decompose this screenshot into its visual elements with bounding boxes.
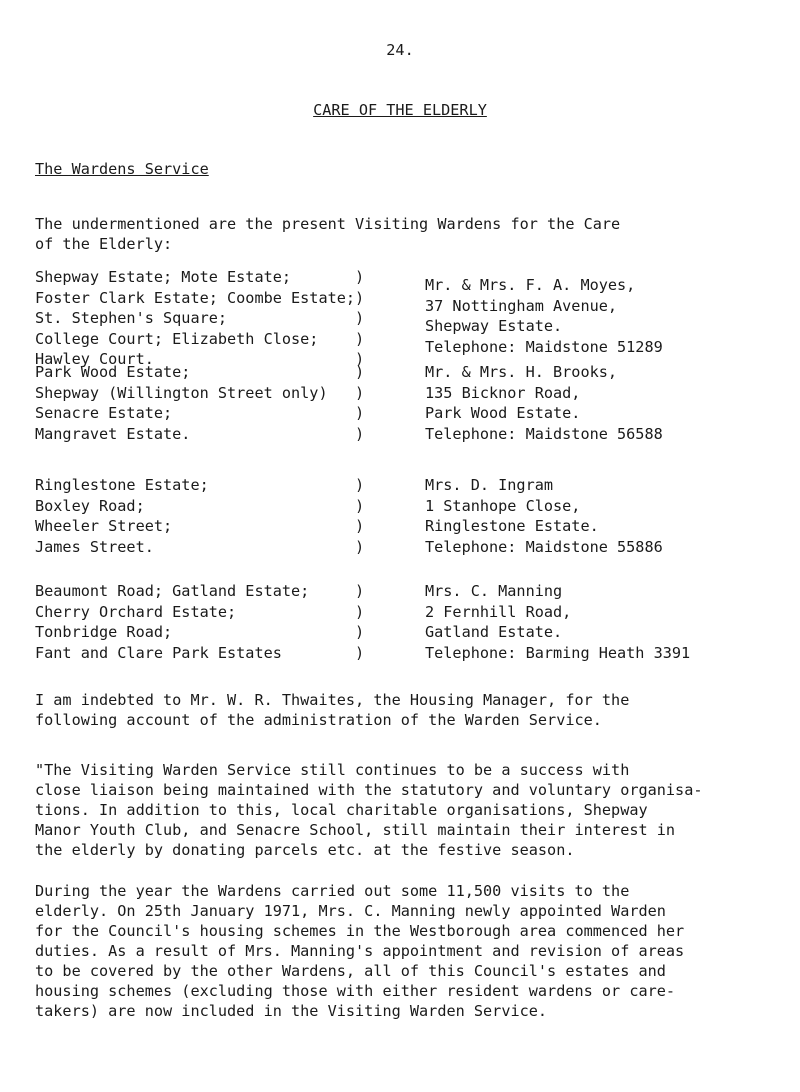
warden-telephone: Telephone: Maidstone 55886	[425, 537, 663, 556]
area-line: James Street.	[35, 537, 154, 556]
bracket-mark: )	[355, 496, 365, 515]
warden-telephone: Telephone: Maidstone 51289	[425, 337, 663, 356]
warden-group-ingram	[35, 475, 780, 565]
bracket-mark: )	[355, 329, 365, 348]
warden-group-moyes	[35, 267, 780, 368]
area-line: Hawley Court.	[35, 350, 154, 368]
warden-estate: Ringlestone Estate.	[425, 517, 599, 535]
bracket-mark: )	[355, 268, 365, 286]
warden-estate: Gatland Estate.	[425, 623, 563, 641]
area-line: St. Stephen's Square;	[35, 309, 228, 327]
page-title: CARE OF THE ELDERLY	[313, 101, 487, 119]
bracket-column	[355, 581, 375, 663]
warden-contact	[425, 581, 690, 663]
bracket-mark: )	[355, 582, 365, 600]
warden-telephone: Telephone: Maidstone 56588	[425, 424, 663, 443]
bracket-mark: )	[355, 424, 365, 443]
duties-paragraph: During the year the Wardens carried out some 11,500 visits to the elderly. On 25th January 1971, Mrs. C. Manning newly appointed Warden for the Council's housing schemes in the Westborough area commenced her duties. As a result of Mrs. Manning's appointment and revision of areas to be covered by the other Wardens, all of this Council's estates and housing schemes (excluding those with either resident wardens or care- takers) are now included in the Visiting Warden Service.	[35, 882, 685, 1020]
bracket-mark: )	[355, 623, 365, 641]
area-line: Boxley Road;	[35, 496, 145, 515]
bracket-mark: )	[355, 602, 365, 621]
bracket-mark: )	[355, 350, 365, 368]
warden-contact	[425, 475, 663, 557]
warden-address: 1 Stanhope Close,	[425, 496, 581, 515]
area-list	[35, 362, 355, 444]
warden-name: Mrs. C. Manning	[425, 582, 563, 600]
area-line: Fant and Clare Park Estates	[35, 643, 282, 662]
bracket-mark: )	[355, 517, 365, 535]
area-line: Cherry Orchard Estate;	[35, 602, 237, 621]
warden-telephone: Telephone: Barming Heath 3391	[425, 643, 691, 662]
warden-address: 135 Bicknor Road,	[425, 383, 581, 402]
area-list	[35, 581, 355, 663]
area-line: Mangravet Estate.	[35, 424, 191, 443]
warden-name: Mrs. D. Ingram	[425, 476, 554, 494]
bracket-mark: )	[355, 404, 365, 422]
bracket-mark: )	[355, 643, 365, 662]
bracket-mark: )	[355, 476, 365, 494]
intro-paragraph: The undermentioned are the present Visiting Wardens for the Care of the Elderly:	[35, 215, 621, 253]
bracket-mark: )	[355, 537, 365, 556]
warden-group-brooks	[35, 362, 780, 452]
acknowledgement-paragraph: I am indebted to Mr. W. R. Thwaites, the Housing Manager, for the following account of the administration of the Warden Service.	[35, 691, 630, 729]
warden-estate: Shepway Estate.	[425, 317, 563, 335]
bracket-column	[355, 475, 375, 557]
warden-address: 2 Fernhill Road,	[425, 602, 572, 621]
bracket-mark: )	[355, 383, 365, 402]
warden-group-manning	[35, 581, 780, 671]
warden-address: 37 Nottingham Avenue,	[425, 296, 618, 315]
bracket-mark: )	[355, 363, 365, 381]
area-line: Tonbridge Road;	[35, 623, 173, 641]
area-list	[35, 475, 355, 557]
area-line: Wheeler Street;	[35, 517, 173, 535]
area-line: Beaumont Road; Gatland Estate;	[35, 582, 310, 600]
warden-name: Mr. & Mrs. H. Brooks,	[425, 363, 618, 381]
page-number: 24.	[386, 41, 414, 59]
area-line: Ringlestone Estate;	[35, 476, 209, 494]
warden-contact	[425, 275, 663, 357]
area-line: Park Wood Estate;	[35, 363, 191, 381]
area-line: Senacre Estate;	[35, 404, 173, 422]
area-line: Foster Clark Estate; Coombe Estate;	[35, 288, 356, 307]
bracket-column	[355, 267, 375, 370]
bracket-mark: )	[355, 309, 365, 327]
warden-name: Mr. & Mrs. F. A. Moyes,	[425, 276, 636, 294]
bracket-mark: )	[355, 288, 365, 307]
section-heading: The Wardens Service	[35, 160, 209, 178]
warden-contact	[425, 362, 663, 444]
warden-estate: Park Wood Estate.	[425, 404, 581, 422]
area-line: College Court; Elizabeth Close;	[35, 329, 319, 348]
bracket-column	[355, 362, 375, 444]
area-line: Shepway (Willington Street only)	[35, 383, 328, 402]
area-line: Shepway Estate; Mote Estate;	[35, 268, 292, 286]
area-list	[35, 267, 355, 370]
quoted-paragraph: "The Visiting Warden Service still continues to be a success with close liaison being maintained with the statutory and voluntary organisa- tions. In addition to this, local charitable organisations, Shepway Manor Youth Club, and Senacre School, still maintain their interest in the elderly by donating parcels etc. at the festive season.	[35, 761, 703, 859]
